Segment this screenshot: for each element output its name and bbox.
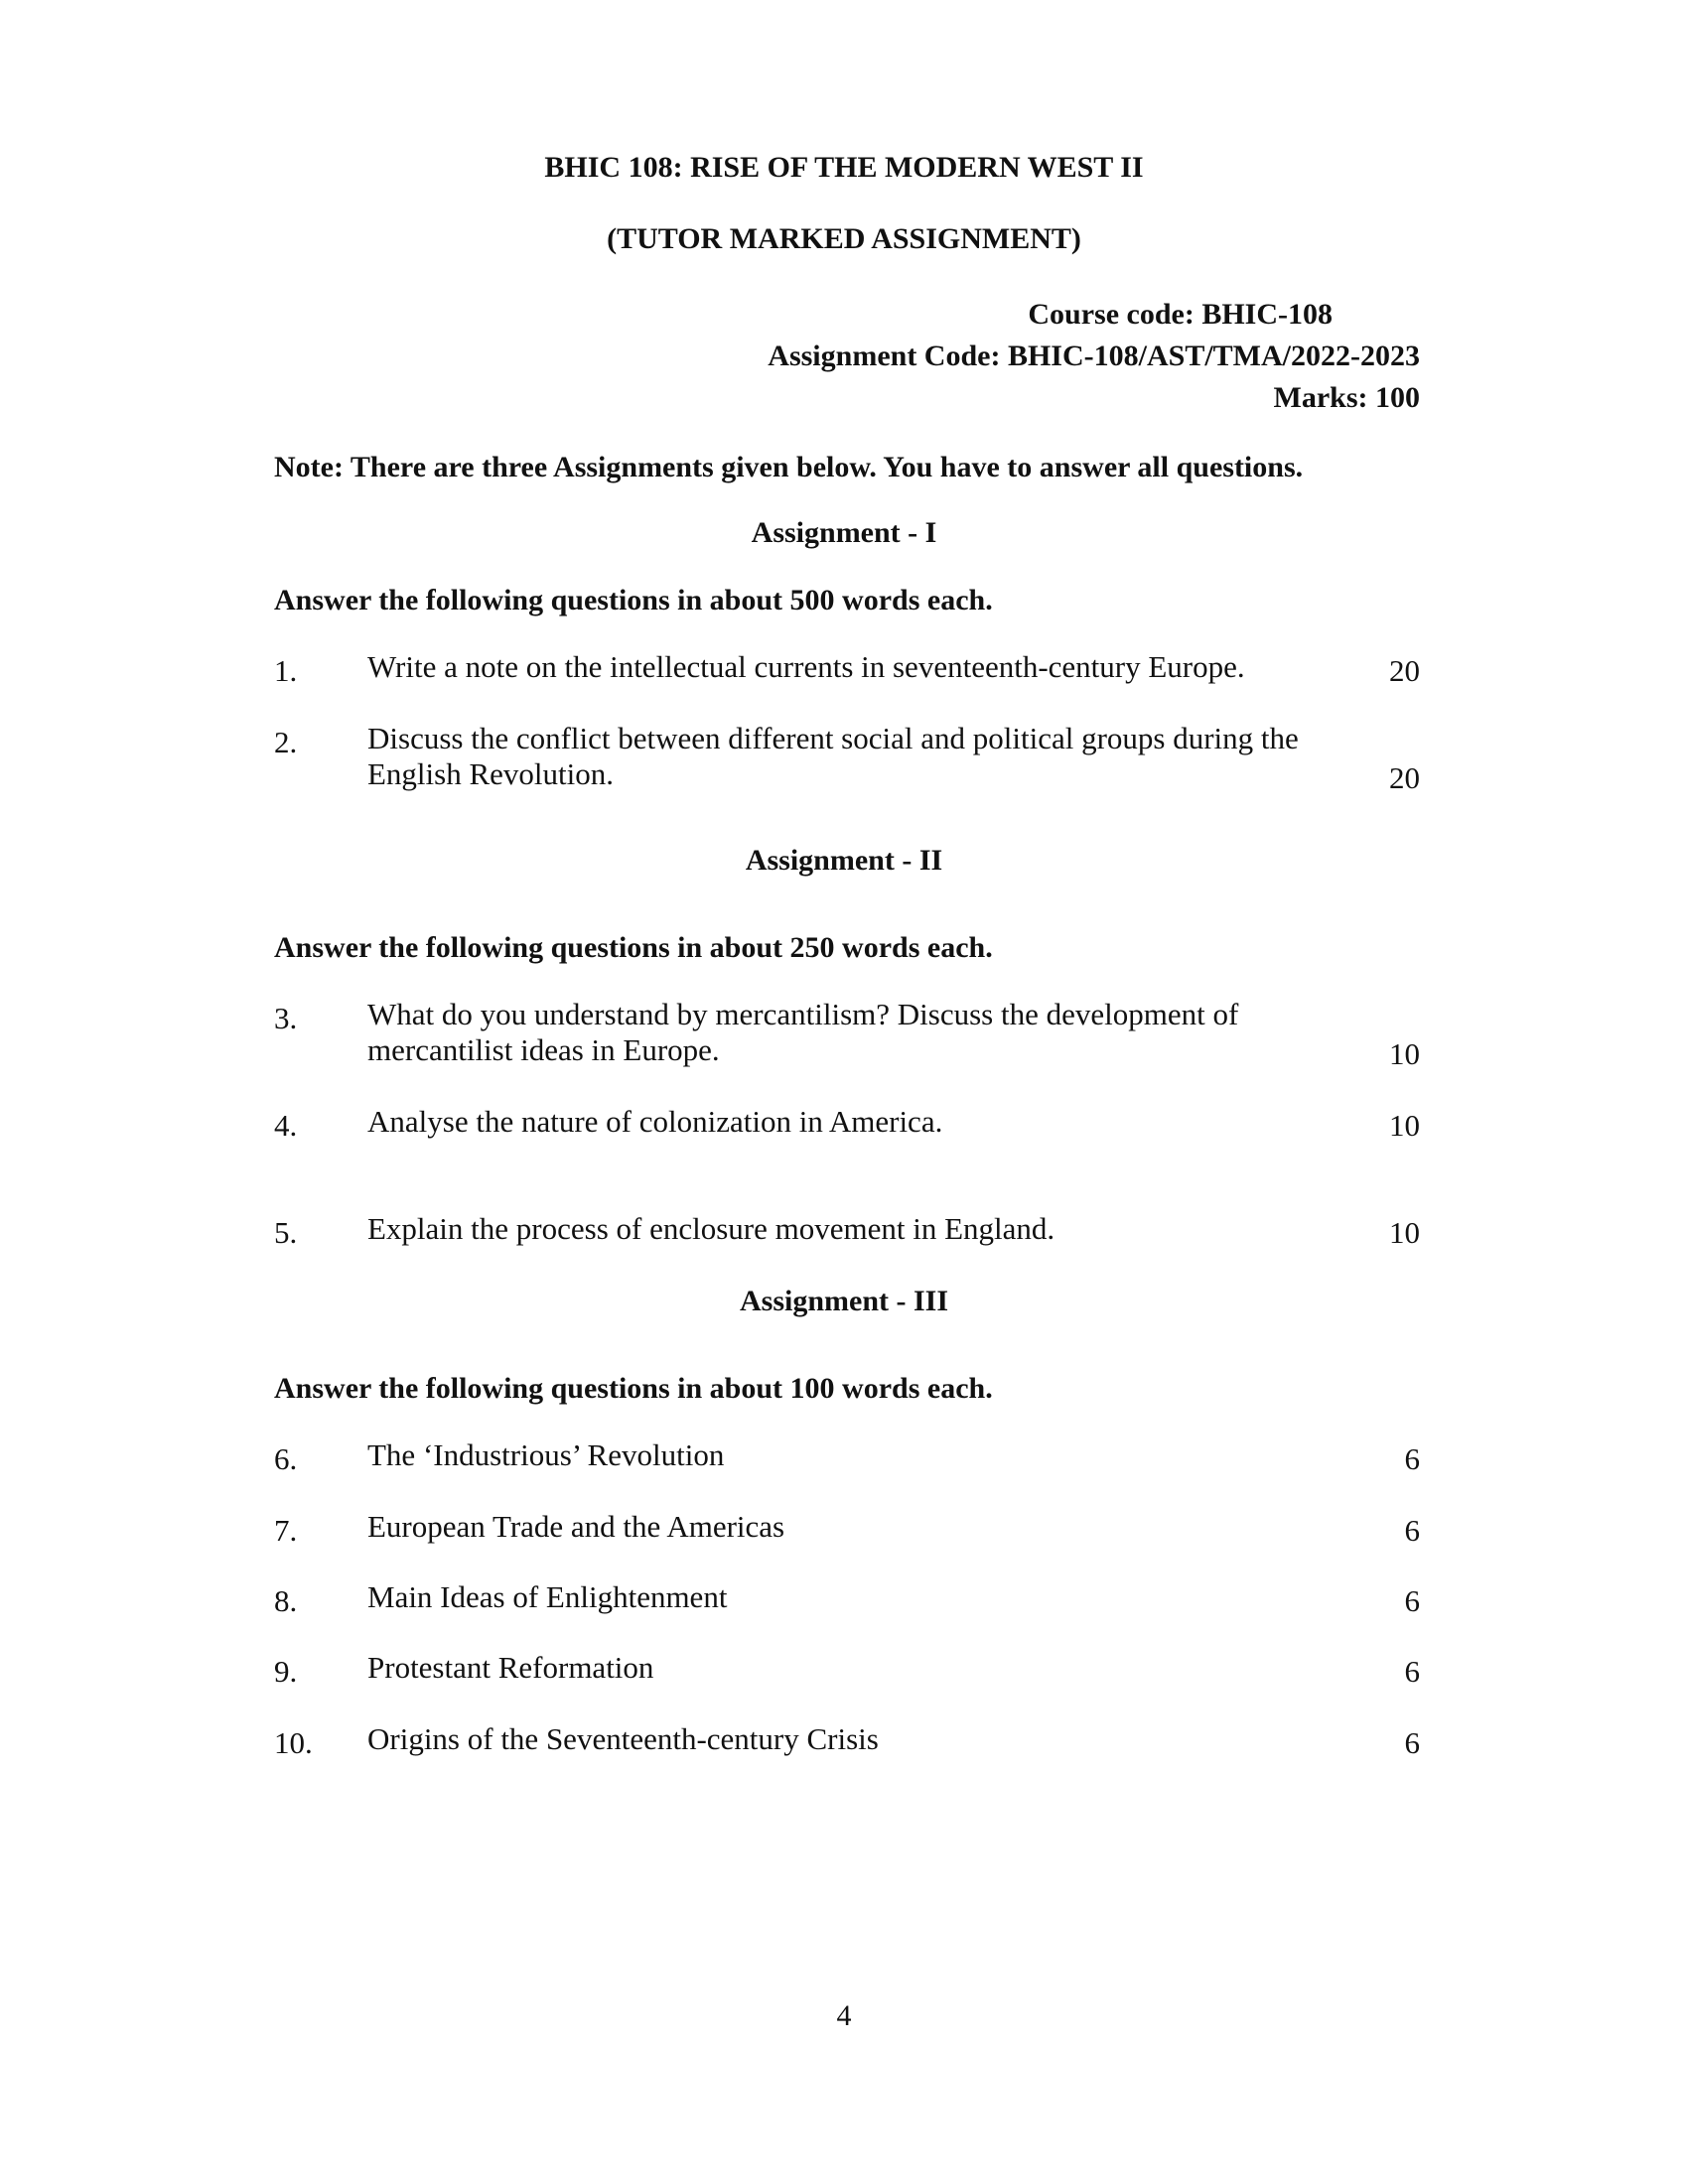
question-text bbox=[367, 1211, 1055, 1247]
section-instruction-2: Answer the following questions in about 250 words each. bbox=[274, 931, 993, 964]
question-marks: 6 bbox=[1404, 1513, 1420, 1548]
total-marks: Marks: 100 bbox=[1273, 381, 1420, 414]
question-text bbox=[367, 1579, 727, 1615]
question-line: Protestant Reformation bbox=[367, 1650, 654, 1685]
question-text bbox=[367, 649, 1245, 685]
section-instruction-1: Answer the following questions in about 500 words each. bbox=[274, 584, 993, 616]
question-text bbox=[367, 997, 1238, 1068]
question-number: 10. bbox=[274, 1725, 313, 1760]
question-marks: 10 bbox=[1389, 1108, 1420, 1143]
question-line: European Trade and the Americas bbox=[367, 1509, 785, 1544]
question-number: 4. bbox=[274, 1108, 298, 1143]
question-marks: 20 bbox=[1389, 760, 1420, 795]
question-text bbox=[367, 1509, 784, 1545]
question-number: 8. bbox=[274, 1583, 298, 1618]
question-text bbox=[367, 721, 1299, 792]
question-text bbox=[367, 1721, 879, 1757]
question-number: 6. bbox=[274, 1441, 298, 1476]
question-line: Write a note on the intellectual currents in seventeenth-century Europe. bbox=[367, 649, 1245, 684]
page-number: 4 bbox=[836, 1999, 852, 2032]
question-line: English Revolution. bbox=[367, 756, 614, 791]
question-line: What do you understand by mercantilism? Discuss the development of bbox=[367, 997, 1239, 1031]
question-line: mercantilist ideas in Europe. bbox=[367, 1032, 720, 1067]
question-marks: 10 bbox=[1389, 1215, 1420, 1250]
assignment-code: Assignment Code: BHIC-108/AST/TMA/2022-2023 bbox=[768, 340, 1420, 372]
question-number: 1. bbox=[274, 653, 298, 688]
section-heading-3: Assignment - III bbox=[739, 1285, 949, 1317]
question-line: Analyse the nature of colonization in America. bbox=[367, 1104, 943, 1139]
question-line: Explain the process of enclosure movement in England. bbox=[367, 1211, 1055, 1246]
document-subtitle: (TUTOR MARKED ASSIGNMENT) bbox=[607, 222, 1081, 255]
question-text bbox=[367, 1650, 653, 1686]
course-code: Course code: BHIC-108 bbox=[1028, 298, 1333, 331]
question-line: Discuss the conflict between different social and political groups during the bbox=[367, 721, 1299, 755]
question-line: The ‘Industrious’ Revolution bbox=[367, 1437, 725, 1472]
question-number: 2. bbox=[274, 725, 298, 759]
section-heading-2: Assignment - II bbox=[745, 844, 943, 877]
question-marks: 20 bbox=[1389, 653, 1420, 688]
question-marks: 6 bbox=[1404, 1441, 1420, 1476]
question-text bbox=[367, 1104, 942, 1140]
question-marks: 6 bbox=[1404, 1654, 1420, 1689]
question-marks: 6 bbox=[1404, 1583, 1420, 1618]
section-heading-1: Assignment - I bbox=[751, 516, 937, 549]
question-text bbox=[367, 1437, 724, 1473]
question-number: 7. bbox=[274, 1513, 298, 1548]
question-number: 9. bbox=[274, 1654, 298, 1689]
question-marks: 10 bbox=[1389, 1036, 1420, 1071]
note-text: Note: There are three Assignments given below. You have to answer all questions. bbox=[274, 451, 1304, 483]
question-line: Main Ideas of Enlightenment bbox=[367, 1579, 728, 1614]
question-line: Origins of the Seventeenth-century Crisis bbox=[367, 1721, 879, 1756]
question-number: 3. bbox=[274, 1001, 298, 1035]
question-marks: 6 bbox=[1404, 1725, 1420, 1760]
document-title: BHIC 108: RISE OF THE MODERN WEST II bbox=[544, 151, 1144, 184]
section-instruction-3: Answer the following questions in about 100 words each. bbox=[274, 1372, 993, 1405]
question-number: 5. bbox=[274, 1215, 298, 1250]
